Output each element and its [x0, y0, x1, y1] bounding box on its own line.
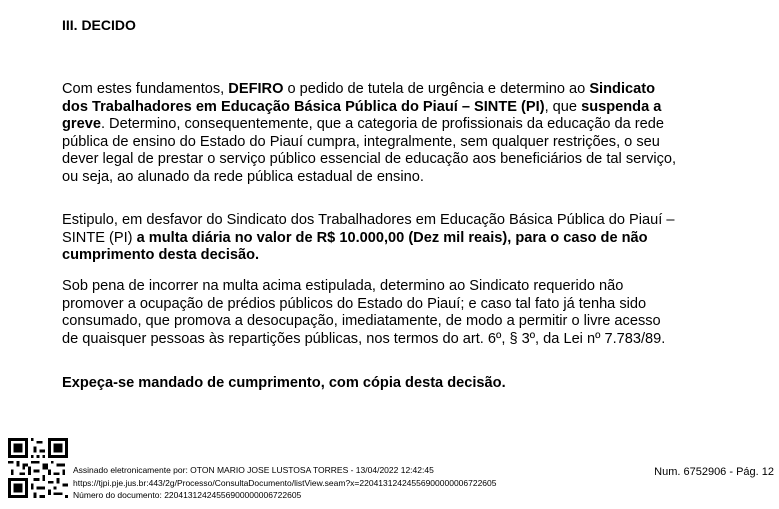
paragraph-occupation: Sob pena de incorrer na multa acima estipulada, determino ao Sindicato requerido não promover a ocupação de prédios públicos do Estado do Piauí; e caso tal fato já tenha sido consumado, que promova a desocupação, imediatamente, de modo a permitir o livre acesso de quaisquer pessoas às repartições públicas, nos termos do art. 6º, § 3º, da Lei nº 7.783/89.	[62, 278, 666, 347]
p1-text-4: . Determino, consequentemente, que a categoria de profissionais da educação da rede pública de ensino do Estado do Piauí cumpra, integralmente, sem qualquer restrições, o seu dever legal de prestar o serviço público essencial de educação aos beneficiários de tal serviço, ou seja, ao alunado da rede pública estadual de ensino.	[62, 116, 677, 185]
document-url[interactable]: https://tjpi.pje.jus.br:443/2g/Processo/ConsultaDocumento/listView.seam?x=22041312424556900000006722605	[73, 477, 497, 488]
document-number: Número do documento: 22041312424556900000006722605	[73, 490, 302, 500]
qr-code-icon	[8, 438, 68, 498]
signed-by: Assinado eletronicamente por: OTON MARIO JOSE LUSTOSA TORRES - 13/04/2022 12:42:45	[73, 465, 434, 475]
p1-text-1: Com estes fundamentos,	[62, 81, 229, 97]
paragraph-fine	[62, 212, 680, 265]
p1-text-2: o pedido de tutela de urgência e determino ao	[283, 81, 590, 97]
section-heading: III. DECIDO	[62, 17, 136, 33]
paragraph-order: Expeça-se mandado de cumprimento, com cópia desta decisão.	[62, 375, 506, 391]
page-number: Num. 6752906 - Pág. 12	[654, 466, 774, 478]
signature-info	[73, 464, 497, 502]
p1-suspend-strike: suspenda a greve	[62, 98, 662, 132]
p2-text-1: Estipulo, em desfavor do Sindicato dos Trabalhadores em Educação Básica Pública do Piauí – SINTE (PI)	[62, 212, 675, 246]
p1-union-name: Sindicato dos Trabalhadores em Educação Básica Pública do Piauí – SINTE (PI)	[62, 81, 656, 115]
p1-text-3: , que	[544, 98, 582, 115]
paragraph-decision	[62, 81, 680, 186]
p2-fine-amount: a multa diária no valor de R$ 10.000,00 (Dez mil reais), para o caso de não cumprimento desta decisão.	[62, 229, 648, 263]
p1-defiro: DEFIRO	[228, 81, 284, 97]
